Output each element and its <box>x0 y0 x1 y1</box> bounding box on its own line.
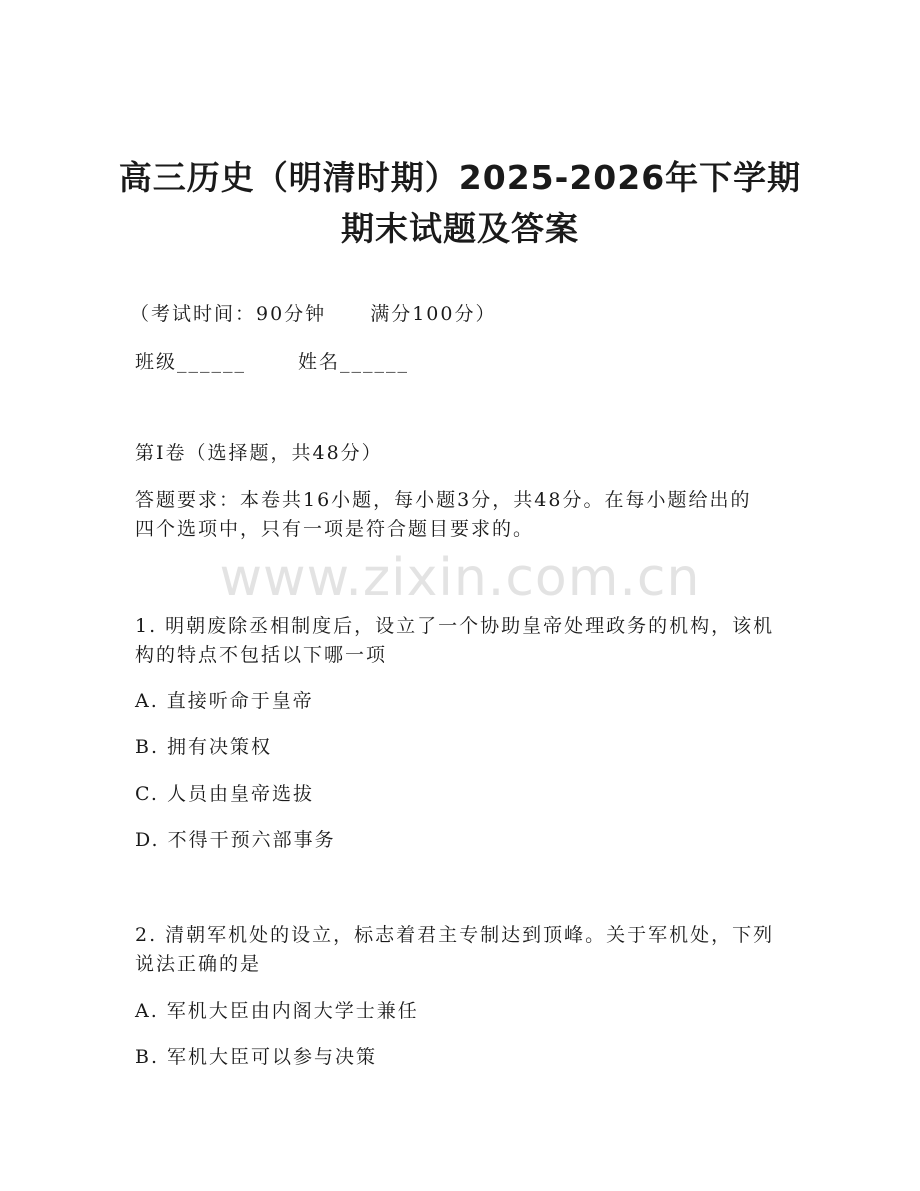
question-1-stem-line2: 构的特点不包括以下哪一项 <box>135 644 388 666</box>
question-1-option-c: C. 人员由皇帝选拔 <box>135 783 314 805</box>
class-field: 班级______ <box>135 351 247 373</box>
document-title-line2: 期末试题及答案 <box>341 209 579 248</box>
question-2-stem-line1: 2. 清朝军机处的设立，标志着君主专制达到顶峰。关于军机处，下列 <box>135 924 775 946</box>
instructions-line2: 四个选项中，只有一项是符合题目要求的。 <box>135 518 535 540</box>
instructions-line1: 答题要求：本卷共16小题，每小题3分，共48分。在每小题给出的 <box>135 489 752 511</box>
question-2-option-b: B. 军机大臣可以参与决策 <box>135 1046 378 1068</box>
exam-time: （考试时间：90分钟 <box>130 303 327 325</box>
question-2-option-a: A. 军机大臣由内阁大学士兼任 <box>135 1000 419 1022</box>
watermark: www.zixin.com.cn <box>219 548 701 608</box>
question-2-stem-line2: 说法正确的是 <box>135 953 262 975</box>
exam-info <box>130 302 780 326</box>
exam-full-score: 满分100分） <box>370 303 497 325</box>
question-1-option-d: D. 不得干预六部事务 <box>135 829 336 851</box>
question-1-option-a: A. 直接听命于皇帝 <box>135 690 314 712</box>
section-header: 第Ⅰ卷（选择题，共48分） <box>135 442 383 464</box>
student-info <box>135 350 785 374</box>
question-1-option-b: B. 拥有决策权 <box>135 736 273 758</box>
document-title-line1: 高三历史（明清时期）2025-2026年下学期 <box>118 158 802 197</box>
name-field: 姓名______ <box>298 351 410 373</box>
question-1-stem-line1: 1. 明朝废除丞相制度后，设立了一个协助皇帝处理政务的机构，该机 <box>135 615 775 637</box>
